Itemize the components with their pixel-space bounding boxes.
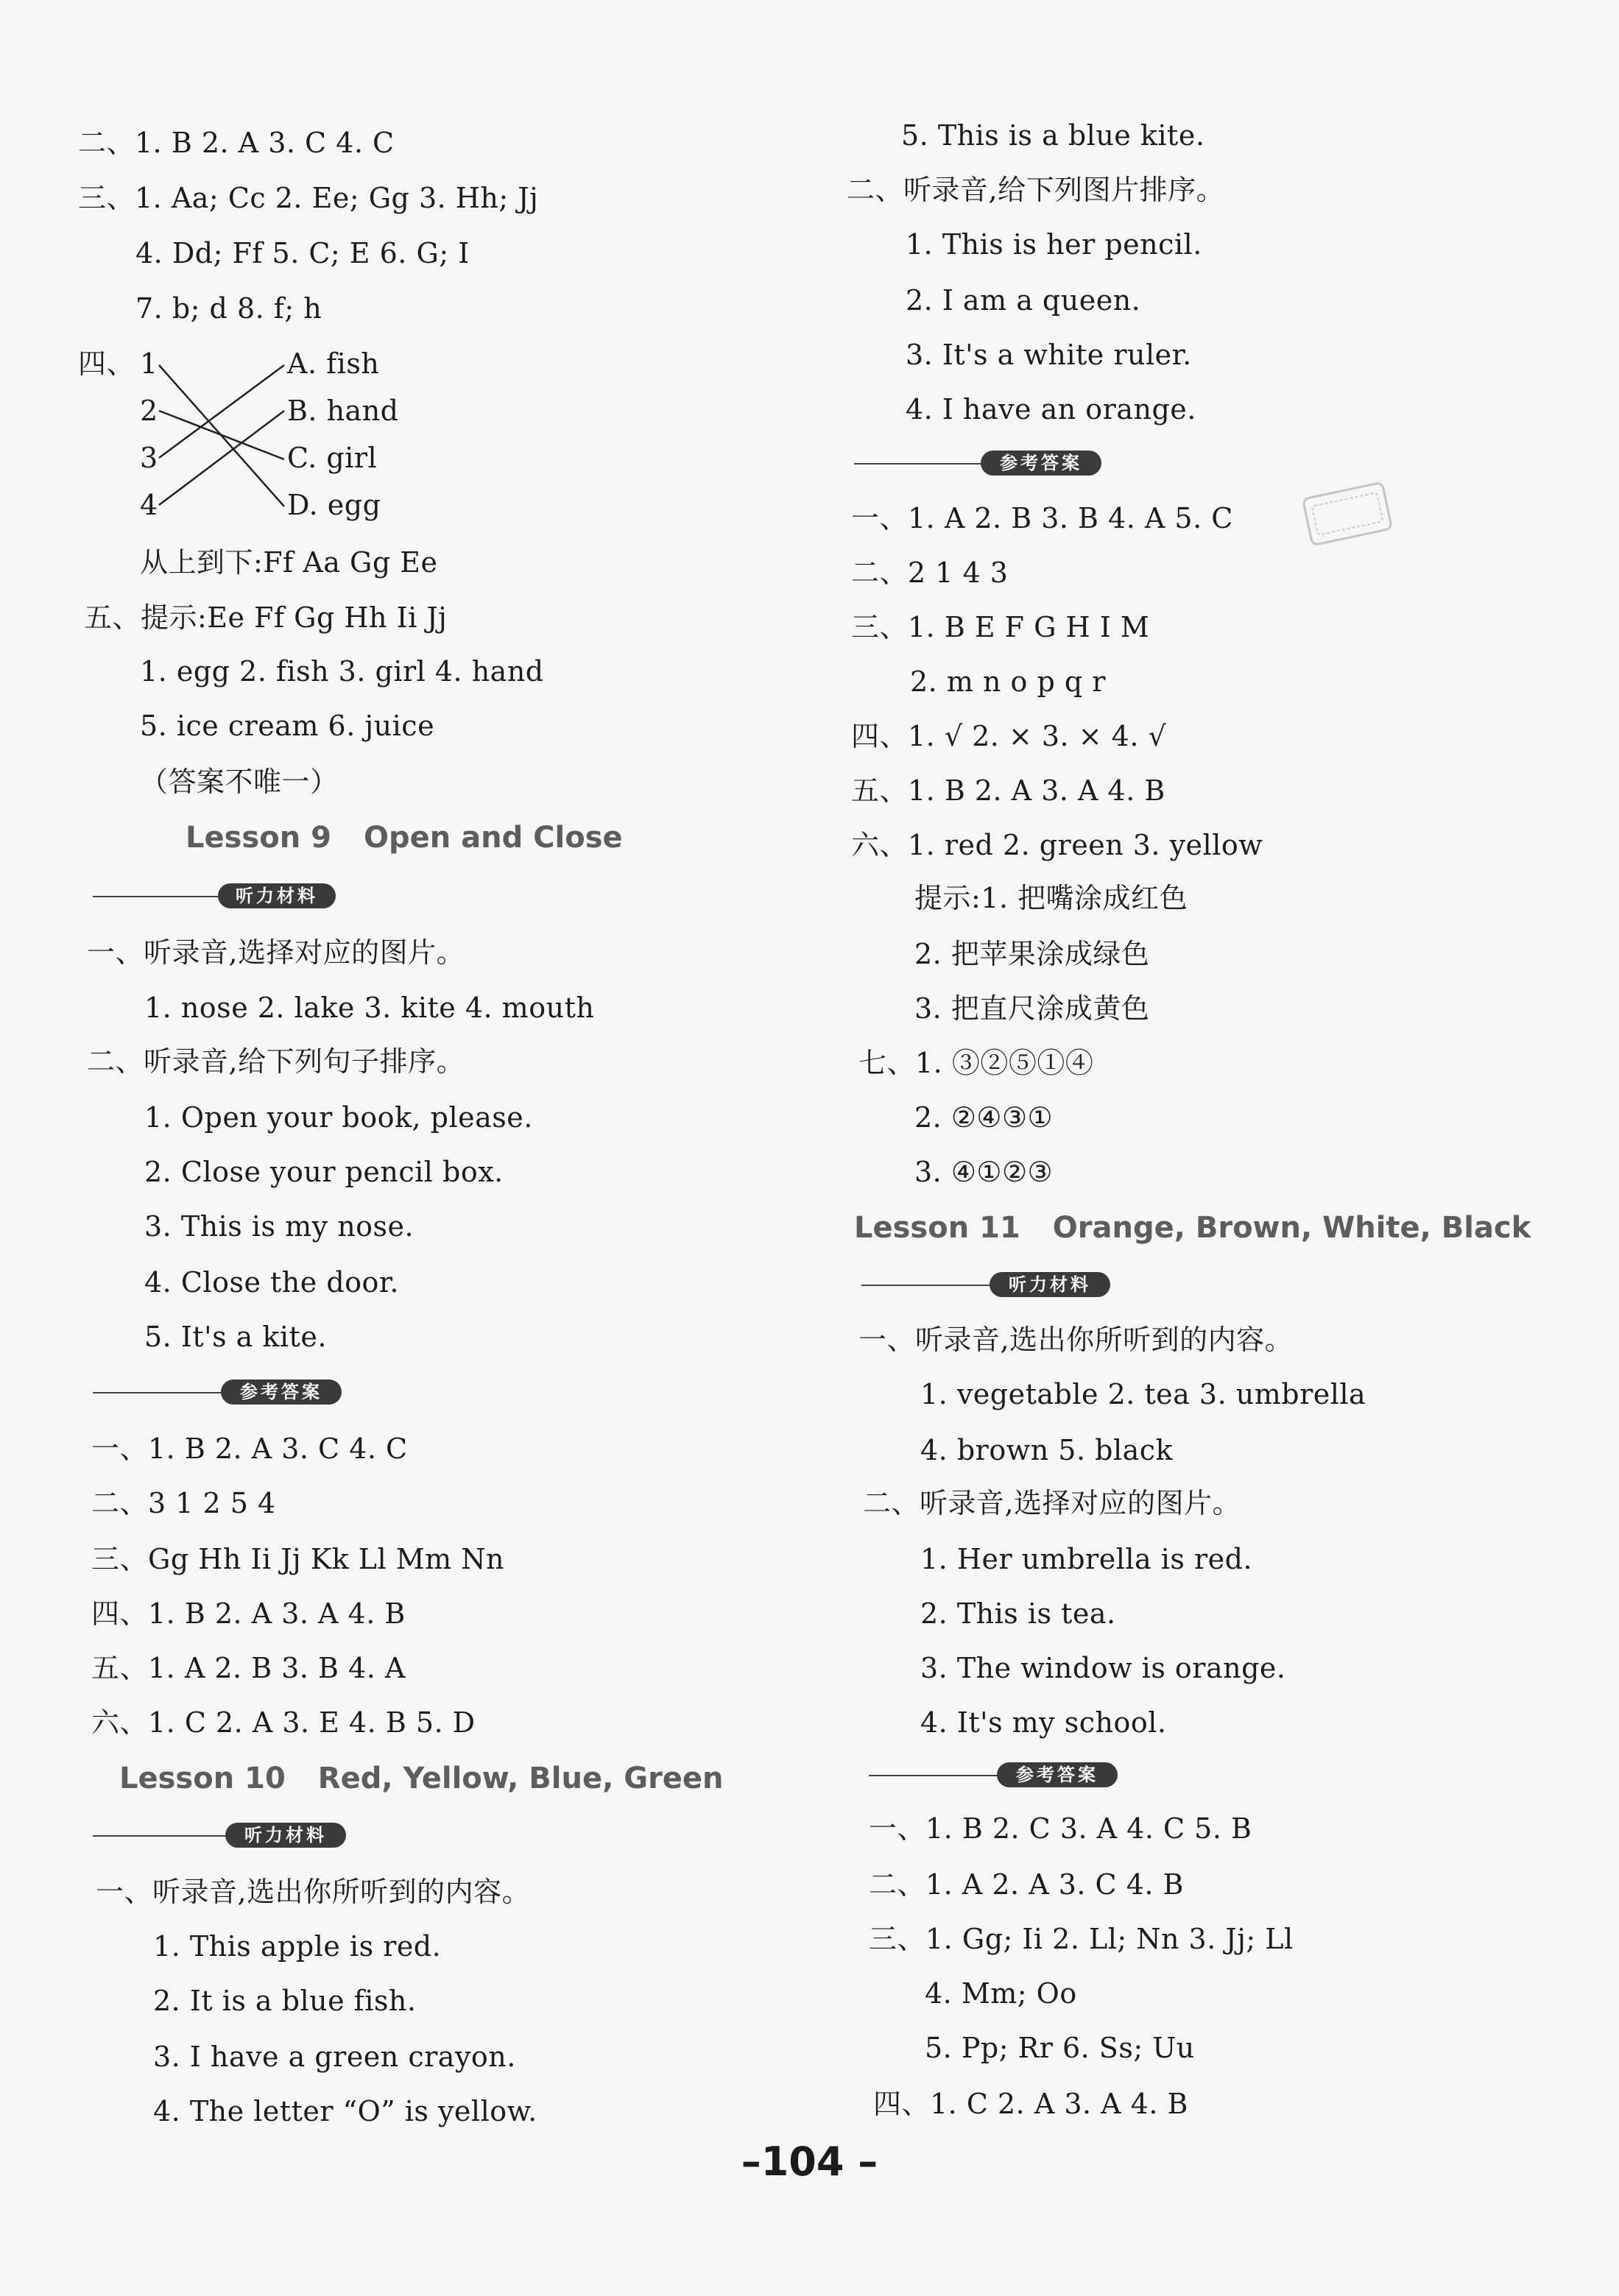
question-line: 一、听录音,选出你所听到的内容。	[96, 1876, 531, 1908]
matching-prefix: 四、	[78, 347, 135, 380]
match-option: D. egg	[287, 489, 381, 521]
listening-material-banner: 听力材料	[861, 1271, 1112, 1300]
answer-line: 1. egg 2. fish 3. girl 4. hand	[140, 655, 544, 688]
answer-line: 五、1. A 2. B 3. B 4. A	[91, 1652, 406, 1684]
question-line: 二、听录音,选择对应的图片。	[863, 1487, 1241, 1519]
match-number: 1	[140, 347, 158, 380]
answer-line: 5. It's a kite.	[144, 1321, 327, 1353]
answer-line: 一、1. A 2. B 3. B 4. A 5. C	[851, 502, 1233, 534]
answer-line: 4. It's my school.	[920, 1706, 1167, 1739]
answer-line: 4. I have an orange.	[906, 393, 1196, 425]
answer-line: 从上到下:Ff Aa Gg Ee	[140, 546, 438, 579]
match-number: 3	[140, 442, 158, 474]
watermark-stamp	[1293, 468, 1402, 560]
lesson-number: Lesson 10	[119, 1762, 286, 1795]
answer-line: 3. The window is orange.	[920, 1652, 1286, 1684]
answer-line: 1. Open your book, please.	[144, 1101, 533, 1134]
answer-line: 3. It's a white ruler.	[906, 339, 1192, 371]
answer-line: 4. The letter “O” is yellow.	[153, 2095, 537, 2127]
answer-line: 7. b; d 8. f; h	[135, 292, 322, 325]
match-line	[159, 411, 284, 459]
matching-exercise	[78, 346, 417, 530]
answer-line: 2. This is tea.	[920, 1597, 1116, 1630]
answer-line: 3. I have a green crayon.	[153, 2041, 516, 2073]
match-line	[159, 365, 284, 458]
answer-line: 六、1. red 2. green 3. yellow	[851, 829, 1263, 861]
hint-line: 3. 把直尺涂成黄色	[914, 992, 1150, 1025]
answer-line: 2. Close your pencil box.	[144, 1156, 504, 1188]
match-option: A. fish	[287, 347, 380, 380]
answer-line: 1. vegetable 2. tea 3. umbrella	[920, 1378, 1366, 1410]
question-line: 二、听录音,给下列句子排序。	[87, 1045, 465, 1078]
reference-answer-banner: 参考答案	[854, 449, 1104, 478]
hint-line: 2. 把苹果涂成绿色	[914, 938, 1150, 970]
reference-answer-banner: 参考答案	[869, 1761, 1119, 1790]
lesson-10-heading	[119, 1759, 724, 1798]
answer-line: 3. This is my nose.	[144, 1210, 415, 1243]
question-line: 一、听录音,选择对应的图片。	[87, 936, 465, 969]
question-line: 二、听录音,给下列图片排序。	[847, 174, 1225, 206]
answer-line: 4. Dd; Ff 5. C; E 6. G; I	[135, 237, 470, 269]
match-option: C. girl	[287, 442, 378, 474]
answer-line: 1. This is her pencil.	[906, 228, 1202, 261]
answer-line: 2. ②④③①	[914, 1101, 1054, 1134]
answer-line: 4. brown 5. black	[920, 1434, 1174, 1466]
answer-line: 4. Close the door.	[144, 1266, 399, 1299]
question-line: 一、听录音,选出你所听到的内容。	[858, 1324, 1294, 1356]
matching-lines	[78, 346, 417, 530]
answer-line: 1. nose 2. lake 3. kite 4. mouth	[144, 992, 595, 1024]
answer-line: 四、1. B 2. A 3. A 4. B	[91, 1597, 406, 1630]
lesson-number: Lesson 11	[854, 1211, 1020, 1245]
answer-line: 3. ④①②③	[914, 1156, 1054, 1188]
lesson-number: Lesson 9	[186, 821, 331, 855]
answer-line: 三、Gg Hh Ii Jj Kk Ll Mm Nn	[91, 1543, 504, 1575]
answer-line: 三、1. B E F G H I M	[851, 611, 1150, 643]
answer-line: 四、1. √ 2. × 3. × 4. √	[851, 720, 1167, 752]
answer-line: 二、2 1 4 3	[851, 557, 1009, 589]
lesson-11-heading	[854, 1209, 1531, 1247]
match-option: B. hand	[287, 395, 399, 427]
answer-line: 二、3 1 2 5 4	[91, 1487, 276, 1519]
page-number: –104 –	[741, 2138, 878, 2185]
answer-line: 七、1. ③②⑤①④	[858, 1047, 1094, 1079]
listening-material-banner: 听力材料	[93, 1821, 348, 1851]
answer-line: 1. This apple is red.	[153, 1930, 442, 1963]
answer-line: 三、1. Gg; Ii 2. Ll; Nn 3. Jj; Ll	[869, 1923, 1294, 1955]
match-line	[159, 411, 284, 505]
answer-line: 五、1. B 2. A 3. A 4. B	[851, 774, 1165, 807]
match-number: 2	[140, 395, 158, 427]
answer-note: （答案不唯一）	[140, 766, 339, 798]
listening-material-banner: 听力材料	[93, 882, 336, 911]
match-number: 4	[140, 489, 158, 521]
hint-line: 提示:1. 把嘴涂成红色	[914, 882, 1188, 914]
answer-line: 2. m n o p q r	[910, 665, 1106, 698]
answer-line: 2. I am a queen.	[906, 284, 1141, 317]
answer-line: 一、1. B 2. C 3. A 4. C 5. B	[869, 1812, 1252, 1845]
answer-line: 4. Mm; Oo	[925, 1977, 1077, 2010]
answer-line: 1. Her umbrella is red.	[920, 1543, 1253, 1575]
lesson-title: Red, Yellow, Blue, Green	[317, 1762, 724, 1795]
answer-line: 五、提示:Ee Ff Gg Hh Ii Jj	[84, 601, 448, 634]
answer-line: 三、1. Aa; Cc 2. Ee; Gg 3. Hh; Jj	[78, 182, 539, 214]
answer-line: 一、1. B 2. A 3. C 4. C	[91, 1433, 408, 1465]
answer-line: 5. This is a blue kite.	[901, 119, 1205, 152]
reference-answer-banner: 参考答案	[93, 1378, 343, 1407]
answer-line: 5. Pp; Rr 6. Ss; Uu	[925, 2032, 1195, 2064]
answer-line: 5. ice cream 6. juice	[140, 710, 435, 742]
answer-line: 四、1. C 2. A 3. A 4. B	[873, 2088, 1188, 2120]
lesson-9-heading	[186, 819, 623, 857]
answer-line: 2. It is a blue fish.	[153, 1985, 417, 2017]
lesson-title: Open and Close	[363, 821, 623, 855]
answer-line: 六、1. C 2. A 3. E 4. B 5. D	[91, 1706, 476, 1739]
answer-line: 二、1. A 2. A 3. C 4. B	[869, 1868, 1184, 1901]
answer-line: 二、1. B 2. A 3. C 4. C	[78, 127, 395, 159]
lesson-title: Orange, Brown, White, Black	[1052, 1211, 1531, 1245]
